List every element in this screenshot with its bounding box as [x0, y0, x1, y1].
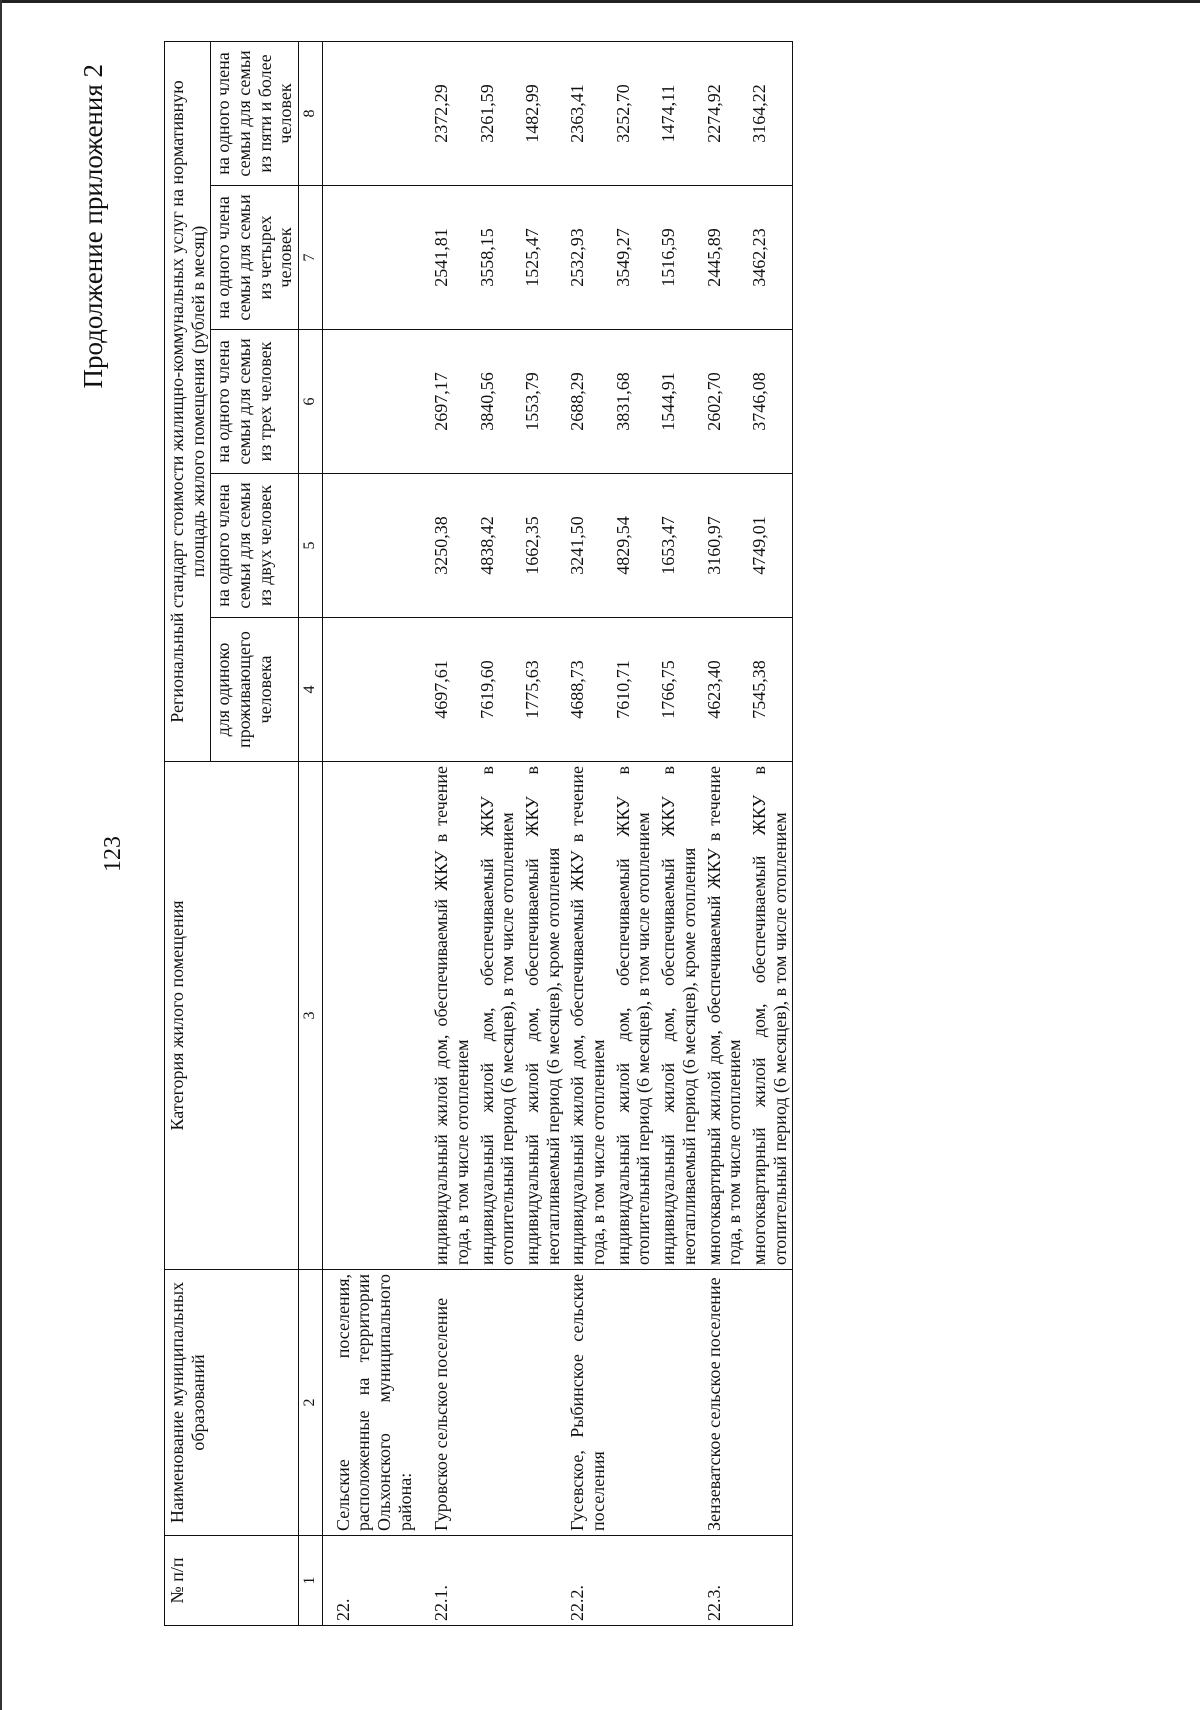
column-number: 2	[299, 1270, 322, 1536]
row-value: 1766,75	[656, 618, 701, 762]
table-row	[656, 41, 701, 1625]
row-category: многоквартирный жилой дом, обеспечиваемый ЖКУ в течение года, в том числе отоплением	[702, 762, 747, 1270]
header-num: № п/п	[165, 1536, 299, 1626]
continuation-title: Продолжение приложения 2	[78, 64, 108, 389]
row-value: 1775,63	[520, 618, 565, 762]
group-row	[322, 41, 429, 1625]
row-value: 3549,27	[611, 186, 656, 330]
row-value: 3252,70	[611, 41, 656, 185]
row-value: 2602,70	[702, 330, 747, 474]
row-value: 3746,08	[747, 330, 793, 474]
header-name: Наименование муниципальных образований	[165, 1270, 299, 1536]
column-number: 8	[299, 41, 322, 185]
row-value: 4697,61	[429, 618, 474, 762]
row-category: индивидуальный жилой дом, обеспечиваемый ЖКУ в отопительный период (6 месяцев), в том числе отоплением	[475, 762, 520, 1270]
row-value: 3164,22	[747, 41, 793, 185]
table-row	[429, 41, 474, 1625]
row-value: 3241,50	[565, 474, 610, 618]
row-num	[611, 1536, 656, 1626]
row-municipality: Гусевское, Рыбинское сельские поселения	[565, 1270, 610, 1536]
table-row	[747, 41, 793, 1625]
standards-table	[164, 41, 793, 1626]
row-value: 1662,35	[520, 474, 565, 618]
row-value: 2274,92	[702, 41, 747, 185]
row-category: индивидуальный жилой дом, обеспечиваемый ЖКУ в течение года, в том числе отоплением	[429, 762, 474, 1270]
row-num	[520, 1536, 565, 1626]
row-value: 1653,47	[656, 474, 701, 618]
row-value: 4688,73	[565, 618, 610, 762]
row-num	[747, 1536, 793, 1626]
row-value: 4749,01	[747, 474, 793, 618]
row-value: 2363,41	[565, 41, 610, 185]
column-number: 3	[299, 762, 322, 1270]
row-value: 1474,11	[656, 41, 701, 185]
row-value: 2445,89	[702, 186, 747, 330]
row-category: индивидуальный жилой дом, обеспечиваемый ЖКУ в неотапливаемый период (6 месяцев), кроме отопления	[656, 762, 701, 1270]
row-value: 7610,71	[611, 618, 656, 762]
column-number: 4	[299, 618, 322, 762]
row-value: 4838,42	[475, 474, 520, 618]
header-row-1	[165, 41, 211, 1625]
column-number: 6	[299, 330, 322, 474]
group-name: Сельские поселения, расположенные на территории Ольхонского муниципального района:	[322, 1270, 429, 1536]
table-row	[520, 41, 565, 1625]
table-body	[429, 41, 793, 1625]
column-number: 7	[299, 186, 322, 330]
header-category: Категория жилого помещения	[165, 762, 299, 1270]
row-value: 1516,59	[656, 186, 701, 330]
row-num: 22.3.	[702, 1536, 747, 1626]
row-value: 3831,68	[611, 330, 656, 474]
row-municipality	[611, 1270, 656, 1536]
table-row	[565, 41, 610, 1625]
row-municipality	[475, 1270, 520, 1536]
header-sub-1: для одиноко проживающего человека	[211, 618, 299, 762]
header-sub-2: на одного члена семьи для семьи из двух человек	[211, 474, 299, 618]
header-standard: Региональный стандарт стоимости жилищно-коммунальных услуг на нормативную площадь жилого помещения (рублей в месяц)	[165, 41, 211, 761]
row-category: индивидуальный жилой дом, обеспечиваемый ЖКУ в неотапливаемый период (6 месяцев), кроме отопления	[520, 762, 565, 1270]
column-number: 1	[299, 1536, 322, 1626]
header-sub-4: на одного члена семьи для семьи из четырех человек	[211, 186, 299, 330]
row-municipality: Гуровское сельское поселение	[429, 1270, 474, 1536]
row-value: 7619,60	[475, 618, 520, 762]
row-value: 2541,81	[429, 186, 474, 330]
row-value: 2372,29	[429, 41, 474, 185]
row-value: 1544,91	[656, 330, 701, 474]
row-category: индивидуальный жилой дом, обеспечиваемый ЖКУ в течение года, в том числе отоплением	[565, 762, 610, 1270]
row-value: 3250,38	[429, 474, 474, 618]
column-number: 5	[299, 474, 322, 618]
row-municipality	[520, 1270, 565, 1536]
row-value: 4623,40	[702, 618, 747, 762]
row-value: 3261,59	[475, 41, 520, 185]
header-sub-5: на одного члена семьи для семьи из пяти и более человек	[211, 41, 299, 185]
table-row	[702, 41, 747, 1625]
row-value: 3160,97	[702, 474, 747, 618]
row-category: индивидуальный жилой дом, обеспечиваемый ЖКУ в отопительный период (6 месяцев), в том числе отоплением	[611, 762, 656, 1270]
row-value: 2532,93	[565, 186, 610, 330]
row-municipality: Зензеватское сельское поселение	[702, 1270, 747, 1536]
row-value: 3558,15	[475, 186, 520, 330]
row-category: многоквартирный жилой дом, обеспечиваемый ЖКУ в отопительный период (6 месяцев), в том числе отоплением	[747, 762, 793, 1270]
row-value: 3462,23	[747, 186, 793, 330]
column-number-row	[299, 41, 322, 1625]
group-num: 22.	[322, 1536, 429, 1626]
table-row	[475, 41, 520, 1625]
row-value: 2697,17	[429, 330, 474, 474]
row-num: 22.1.	[429, 1536, 474, 1626]
row-value: 1482,99	[520, 41, 565, 185]
row-num	[475, 1536, 520, 1626]
row-num	[656, 1536, 701, 1626]
row-value: 2688,29	[565, 330, 610, 474]
table-row	[611, 41, 656, 1625]
row-value: 7545,38	[747, 618, 793, 762]
row-num: 22.2.	[565, 1536, 610, 1626]
row-value: 4829,54	[611, 474, 656, 618]
header-sub-3: на одного члена семьи для семьи из трех человек	[211, 330, 299, 474]
row-value: 1525,47	[520, 186, 565, 330]
row-municipality	[656, 1270, 701, 1536]
page-number: 123	[100, 836, 126, 872]
row-municipality	[747, 1270, 793, 1536]
row-value: 3840,56	[475, 330, 520, 474]
row-value: 1553,79	[520, 330, 565, 474]
